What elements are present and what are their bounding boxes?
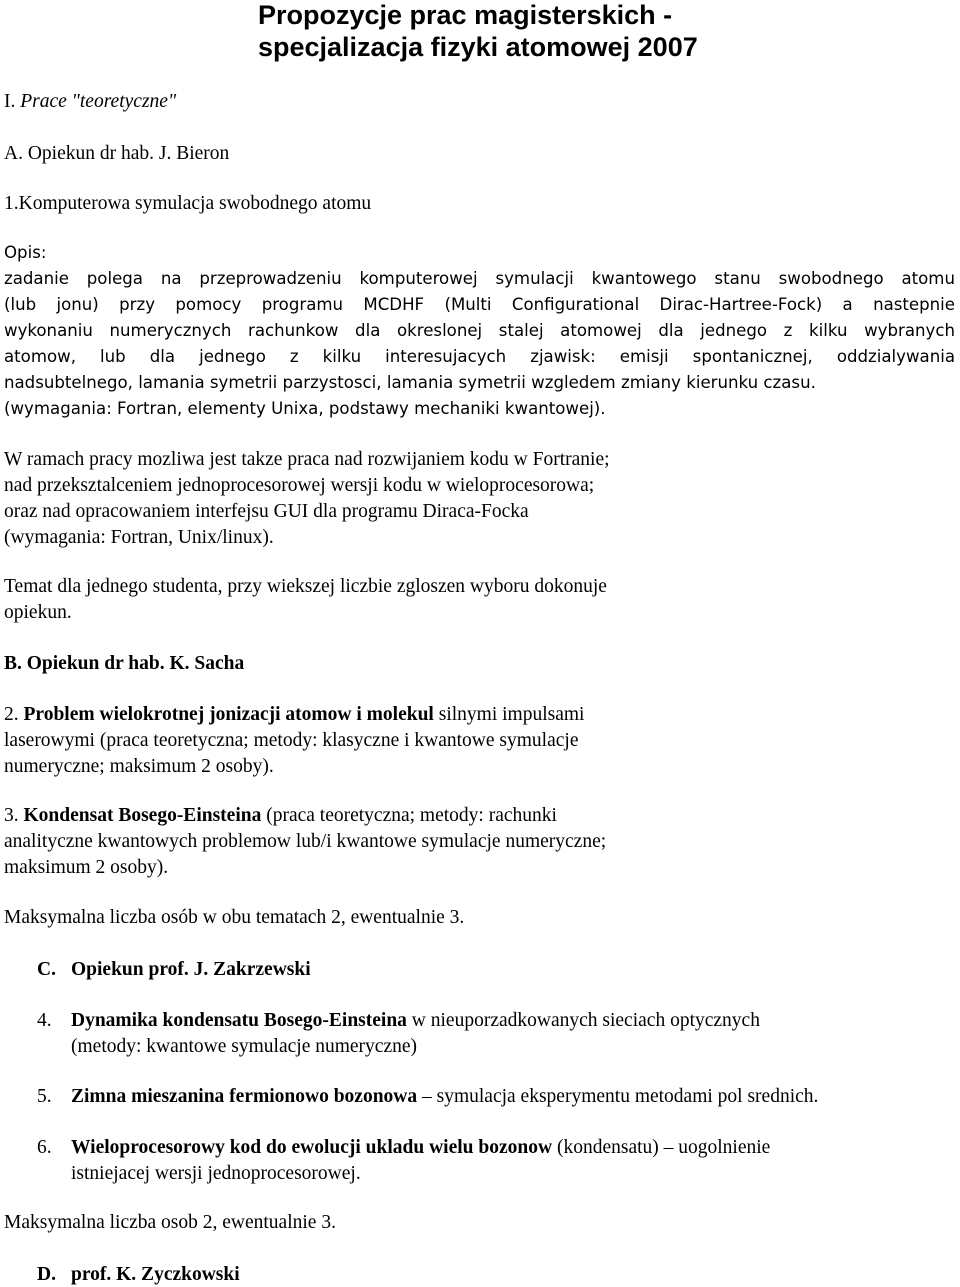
item-3-text: (praca teoretyczna; metody: rachunki	[261, 805, 557, 826]
topic-1-title: 1.Komputerowa symulacja swobodnego atomu	[4, 193, 372, 214]
item-2-line3: numeryczne; maksimum 2 osoby).	[4, 756, 274, 777]
group-b-heading: B. Opiekun dr hab. K. Sacha	[4, 653, 245, 674]
group-c-letter: C.	[37, 959, 56, 980]
item-5-title: Zimna mieszanina fermionowo bozonowa	[71, 1086, 418, 1107]
page-title-line2: specjalizacja fizyki atomowej 2007	[258, 32, 698, 62]
para3-line: Temat dla jednego studenta, przy wiekszej liczbie zgloszen wyboru dokonuje	[4, 576, 607, 597]
para2-line: nad przeksztalceniem jednoprocesorowej wersji kodu w wieloprocesorowa;	[4, 475, 595, 496]
item-6-text: (kondensatu) – uogolnienie	[552, 1137, 771, 1158]
item-4-number: 4.	[37, 1010, 52, 1031]
opis-label: Opis:	[4, 243, 47, 262]
item-3-title: Kondensat Bosego-Einsteina	[23, 805, 262, 826]
group-d-letter: D.	[37, 1264, 56, 1285]
desc-line: zadanie polega na przeprowadzeniu komputerowej symulacji kwantowego stanu swobodnego atomu	[4, 269, 955, 288]
item-3-line3: maksimum 2 osoby).	[4, 857, 169, 878]
item-4-title: Dynamika kondensatu Bosego-Einsteina	[71, 1010, 407, 1031]
para2-line: W ramach pracy mozliwa jest takze praca nad rozwijaniem kodu w Fortranie;	[4, 449, 610, 470]
para2-line: oraz nad opracowaniem interfejsu GUI dla programu Diraca-Focka	[4, 501, 529, 522]
item-3-number: 3.	[4, 805, 24, 826]
item-4-text: w nieuporzadkowanych sieciach optycznych	[406, 1010, 760, 1031]
desc-line: (lub jonu) przy pomocy programu MCDHF (Multi Configurational Dirac-Hartree-Fock) a nastepnie	[4, 295, 955, 314]
item-4-line2: (metody: kwantowe symulacje numeryczne)	[71, 1036, 418, 1057]
item-5-line1	[71, 1087, 818, 1107]
item-4-line1	[71, 1011, 760, 1031]
item-3-line2: analityczne kwantowych problemow lub/i kwantowe symulacje numeryczne;	[4, 831, 607, 852]
item-6-number: 6.	[37, 1137, 52, 1158]
item-2-line1	[4, 705, 584, 725]
desc-line: atomow, lub dla jednego z kilku interesujacych zjawisk: emisji spontanicznej, oddzialywania	[4, 347, 955, 366]
item-6-line2: istniejacej wersji jednoprocesorowej.	[71, 1163, 361, 1184]
para2-line: (wymagania: Fortran, Unix/linux).	[4, 527, 274, 548]
item-2-text: silnymi impulsami	[433, 704, 585, 725]
item-6-title: Wieloprocesorowy kod do ewolucji ukladu wielu bozonow	[71, 1137, 553, 1158]
desc-line: wykonaniu numerycznych rachunkow dla okreslonej stalej atomowej dla jednego z kilku wybranych	[4, 321, 955, 340]
section-heading	[4, 92, 176, 112]
group-a-heading: A. Opiekun dr hab. J. Bieron	[4, 143, 230, 164]
page-title-line1: Propozycje prac magisterskich -	[258, 0, 673, 30]
group-c-heading: Opiekun prof. J. Zakrzewski	[71, 959, 311, 980]
item-2-title: Problem wielokrotnej jonizacji atomow i molekul	[23, 704, 434, 725]
item-6-line1	[71, 1138, 770, 1158]
section-number: I.	[4, 91, 21, 112]
group-b-note: Maksymalna liczba osób w obu tematach 2, ewentualnie 3.	[4, 907, 465, 928]
desc-line: (wymagania: Fortran, elementy Unixa, podstawy mechaniki kwantowej).	[4, 399, 606, 418]
item-5-number: 5.	[37, 1086, 52, 1107]
item-2-line2: laserowymi (praca teoretyczna; metody: klasyczne i kwantowe symulacje	[4, 730, 579, 751]
desc-line: nadsubtelnego, lamania symetrii parzystosci, lamania symetrii wzgledem zmiany kierunku czasu.	[4, 373, 816, 392]
section-title: Prace "teoretyczne"	[20, 91, 177, 112]
group-d-heading: prof. K. Zyczkowski	[71, 1264, 240, 1285]
item-3-line1	[4, 806, 557, 826]
para3-line: opiekun.	[4, 602, 72, 623]
group-c-note: Maksymalna liczba osob 2, ewentualnie 3.	[4, 1212, 336, 1233]
item-2-number: 2.	[4, 704, 24, 725]
item-5-text: – symulacja eksperymentu metodami pol srednich.	[417, 1086, 819, 1107]
